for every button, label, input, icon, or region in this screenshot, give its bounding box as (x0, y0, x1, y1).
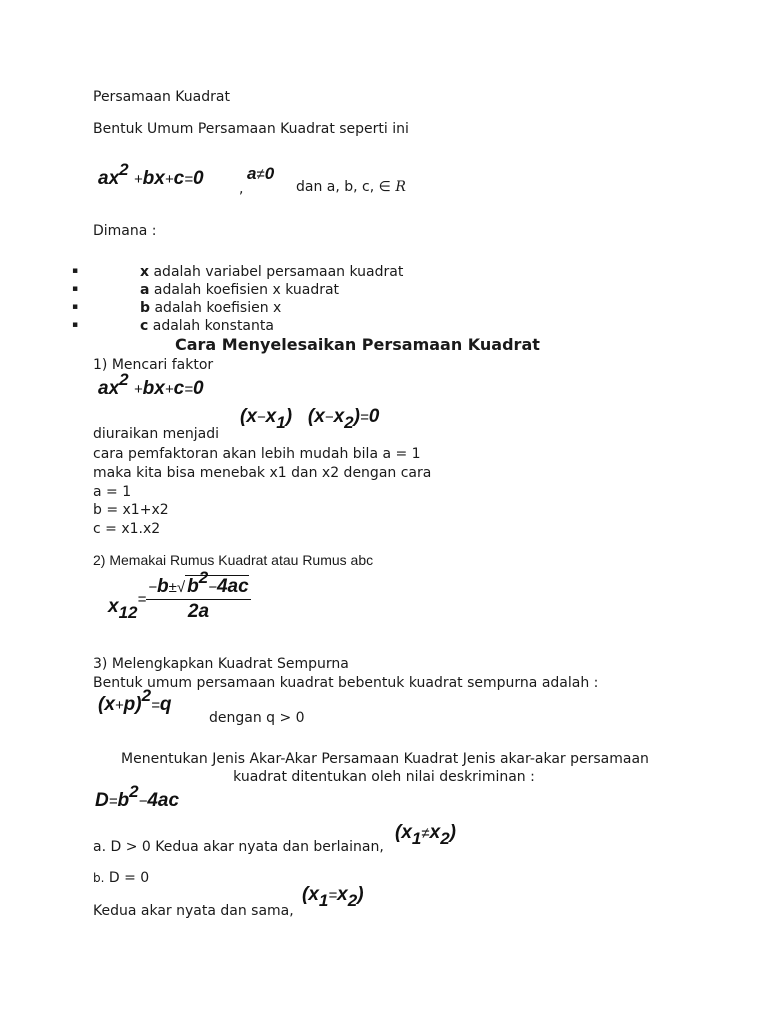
discriminant-equation: $D=b^2-4ac$ (95, 782, 180, 811)
bullet-marker: ▪ (72, 302, 79, 312)
method3-condition: dengan q > 0 (209, 710, 305, 726)
list-item: a adalah koefisien x kuadrat (140, 282, 340, 298)
perfect-square-equation: $(x+p)^2=q$ (98, 686, 172, 715)
comma: , (239, 181, 244, 197)
section-title: Cara Menyelesaikan Persamaan Kuadrat (175, 335, 540, 354)
described-text: diuraikan menjadi (93, 426, 220, 442)
bullet-marker: ▪ (72, 266, 79, 276)
method1-line: b = x1+x2 (93, 502, 169, 518)
method1-general-equation: $ax^2 +bx+c=0$ (98, 370, 204, 399)
method1-line: maka kita bisa menebak x1 dan x2 dengan cara (93, 465, 432, 481)
case-b-text: b. D = 0 (93, 870, 150, 886)
method3-desc: Bentuk umum persamaan kuadrat bebentuk kuadrat sempurna adalah : (93, 675, 599, 691)
general-equation: $ax^2 +bx+c=0$ (98, 160, 204, 189)
case-a-equation: $(x_1\ne x_2)$ (395, 822, 456, 848)
bullet-marker: ▪ (72, 320, 79, 330)
bullet-marker: ▪ (72, 284, 79, 294)
list-item: b adalah koefisien x (140, 300, 282, 316)
method1-line: a = 1 (93, 484, 132, 500)
factor-equation: $(x-x_1)$ $(x-x_2)=0$ (240, 406, 380, 432)
method3-title: 3) Melengkapkan Kuadrat Sempurna (93, 656, 349, 672)
intro-text: Bentuk Umum Persamaan Kuadrat seperti ini (93, 121, 409, 137)
case-b-equation: $(x_1=x_2)$ (302, 884, 364, 910)
quadratic-formula: $x_{12}=$ $\frac{-b\pm√ b^2-4ac}{2a}$ (108, 568, 249, 622)
dimana-label: Dimana : (93, 223, 157, 239)
condition-equation: a≠0 (247, 164, 275, 183)
method1-line: c = x1.x2 (93, 521, 161, 537)
case-a-text: a. D > 0 Kedua akar nyata dan berlainan, (93, 839, 384, 855)
discriminant-intro-line1: Menentukan Jenis Akar-Akar Persamaan Kuadrat Jenis akar-akar persamaan (121, 751, 649, 767)
method2-title: 2) Memakai Rumus Kuadrat atau Rumus abc (93, 552, 374, 568)
discriminant-intro-line2: kuadrat ditentukan oleh nilai deskriminan : (233, 769, 535, 785)
domain-text: dan a, b, c, ∈ R (296, 179, 406, 195)
method1-line: cara pemfaktoran akan lebih mudah bila a = 1 (93, 446, 421, 462)
doc-title: Persamaan Kuadrat (93, 89, 230, 105)
list-item: c adalah konstanta (140, 318, 274, 334)
method1-title: 1) Mencari faktor (93, 357, 214, 373)
case-b-desc: Kedua akar nyata dan sama, (93, 903, 294, 919)
list-item: x adalah variabel persamaan kuadrat (140, 264, 404, 280)
